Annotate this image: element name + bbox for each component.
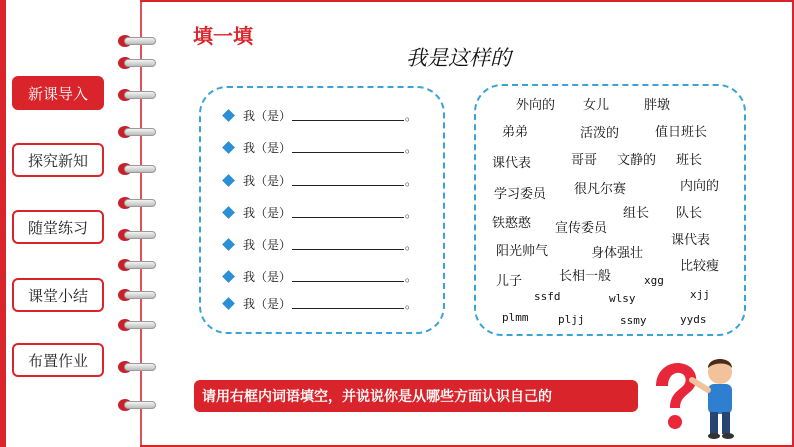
binder-ring-icon [118,196,158,210]
diamond-bullet-icon [222,109,235,122]
word-bank-word: 铁憨憨 [492,216,532,231]
binder-ring-icon [118,88,158,102]
word-bank-word: yyds [680,313,707,326]
fill-in-item: 我（是） 。 [222,106,417,124]
binder-ring-icon [118,288,158,302]
fill-in-item: 我（是） 。 [222,138,417,156]
instruction-banner: 请用右框内词语填空，并说说你是从哪些方面认识自己的 [194,380,638,412]
diamond-bullet-icon [222,174,235,187]
binder-ring-icon [118,398,158,412]
fill-in-blank[interactable] [292,239,404,250]
word-bank-word: 外向的 [516,98,556,113]
left-red-border [0,0,6,447]
fill-in-item: 我（是） 。 [222,235,417,253]
word-bank-word: 长相一般 [559,269,612,284]
nav-item-explore[interactable]: 探究新知 [12,143,104,177]
nav-item-homework[interactable]: 布置作业 [12,343,104,377]
fill-in-item: 我（是） 。 [222,171,417,189]
word-bank-word: 身体强壮 [591,246,644,261]
fill-in-blank[interactable] [292,271,404,282]
word-bank-word: 值日班长 [655,125,708,140]
fill-in-item: 我（是） 。 [222,294,417,312]
binder-ring-icon [118,228,158,242]
word-bank-word: xgg [644,274,664,287]
word-bank-word: plmm [502,311,529,324]
word-bank-word: 胖墩 [644,98,671,113]
word-bank-word: 组长 [623,206,650,221]
word-bank-word: 宣传委员 [555,221,608,236]
nav-item-practice[interactable]: 随堂练习 [12,210,104,244]
fill-in-item: 我（是） 。 [222,267,417,285]
word-bank-word: 阳光帅气 [496,244,549,259]
word-bank-word: xjj [690,288,710,301]
fill-in-blank[interactable] [292,298,404,309]
diamond-bullet-icon [222,141,235,154]
fill-in-blank[interactable] [292,110,404,121]
binder-ring-icon [118,258,158,272]
page-title: 填一填 [193,24,253,48]
page-subtitle: 我是这样的 [406,46,511,70]
diamond-bullet-icon [222,270,235,283]
word-bank-word: 比较瘦 [680,259,720,274]
diamond-bullet-icon [222,206,235,219]
word-bank-word: 儿子 [496,274,523,289]
fill-in-blank[interactable] [292,142,404,153]
fill-in-item: 我（是） 。 [222,203,417,221]
binder-ring-icon [118,56,158,70]
word-bank-word: 课代表 [492,156,532,171]
word-bank-word: 活泼的 [580,126,620,141]
binder-ring-icon [118,34,158,48]
top-red-line [140,0,794,2]
binder-ring-icon [118,360,158,374]
diamond-bullet-icon [222,297,235,310]
word-bank-word: ssfd [534,290,561,303]
word-bank-word: ssmy [620,314,647,327]
word-bank-word: 学习委员 [494,187,547,202]
word-bank-word: 队长 [676,206,703,221]
nav-item-new-lesson[interactable]: 新课导入 [12,76,104,110]
binder-ring-icon [118,318,158,332]
word-bank-word: 课代表 [671,233,711,248]
binder-ring-icon [118,125,158,139]
word-bank-word: wlsy [609,292,636,305]
fill-in-blank[interactable] [292,207,404,218]
diamond-bullet-icon [222,238,235,251]
word-bank-word: 很凡尔赛 [574,182,627,197]
binder-ring-icon [118,162,158,176]
word-bank-word: 女儿 [583,98,610,113]
word-bank-word: 弟弟 [502,125,529,140]
word-bank-word: 哥哥 [571,153,598,168]
word-bank-word: pljj [558,313,585,326]
nav-item-summary[interactable]: 课堂小结 [12,278,104,312]
fill-in-blank[interactable] [292,175,404,186]
question-mark-figure-icon [648,350,748,442]
word-bank-word: 班长 [676,153,703,168]
word-bank-word: 文静的 [617,153,657,168]
word-bank-word: 内向的 [680,179,720,194]
